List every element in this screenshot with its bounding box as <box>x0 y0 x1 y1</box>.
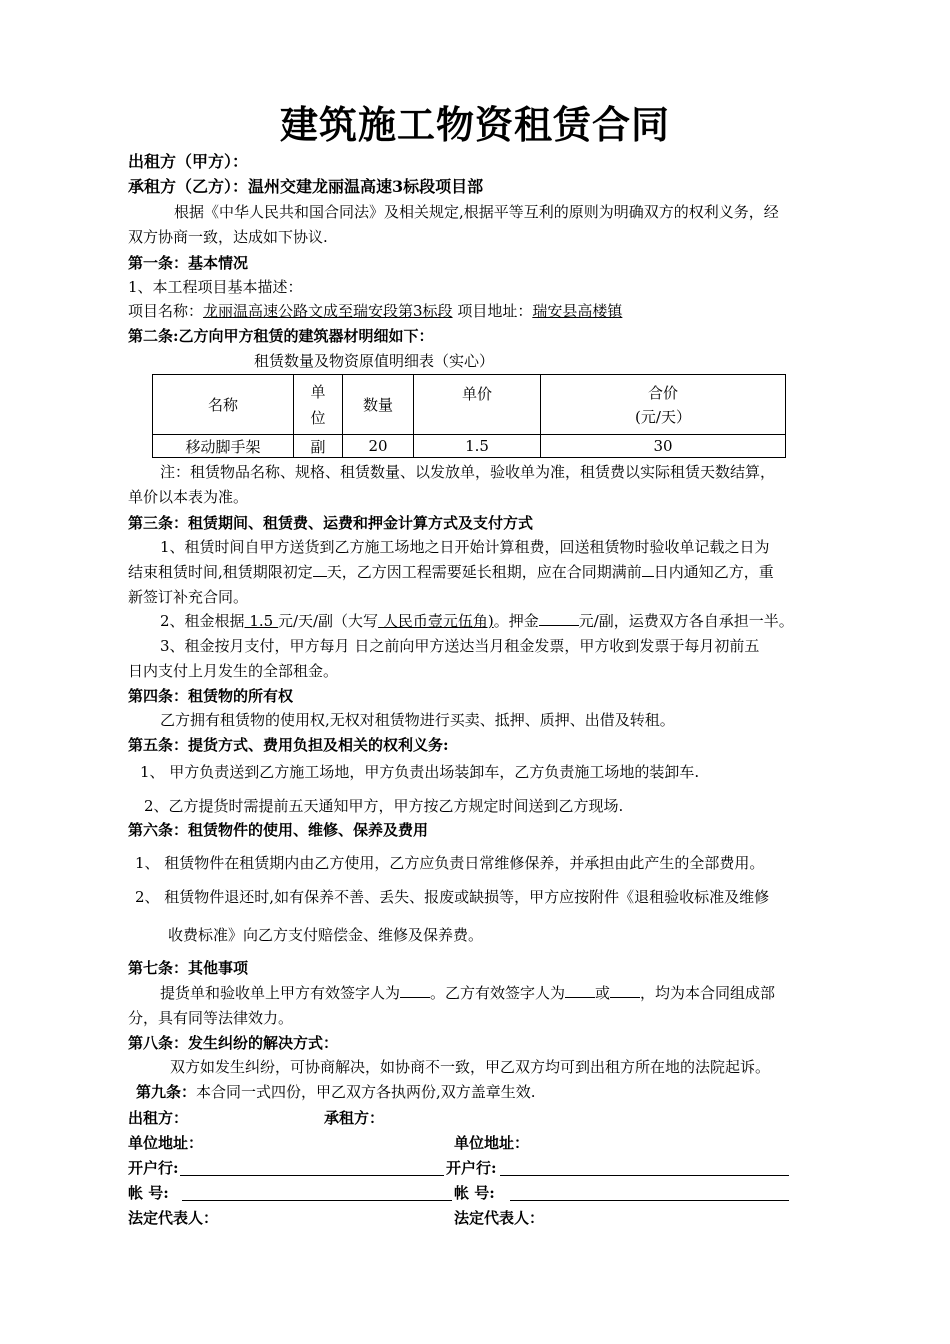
article-3-p1-line-2 <box>128 562 774 582</box>
article-7-line-1 <box>160 983 775 1003</box>
article-9-heading: 第九条： <box>136 1083 197 1101</box>
deposit-blank <box>539 611 579 626</box>
text-segment: 元/副，运费双方各自承担一半。 <box>578 612 794 630</box>
article-2-heading: 第二条:乙方向甲方租赁的建筑器材明细如下： <box>128 327 434 345</box>
article-7-line-2: 分，具有同等法律效力。 <box>128 1009 294 1027</box>
article-1-item-1: 1、本工程项目基本描述： <box>128 278 303 296</box>
text-segment: 日内通知乙方，重 <box>653 563 774 581</box>
project-name: 龙丽温高速公路文成至瑞安段第3标段 <box>203 302 453 320</box>
article-5-heading: 第五条：提货方式、费用负担及相关的权利义务: <box>128 736 449 754</box>
blank-field <box>610 983 640 998</box>
text-segment: 元/天/副（大写 <box>277 612 379 630</box>
sign-rep-left: 法定代表人： <box>128 1209 219 1227</box>
table-header-row <box>153 375 786 435</box>
rent-price: 1.5 <box>244 612 278 630</box>
sign-bank-left: 开户行: <box>128 1159 179 1177</box>
article-9 <box>136 1082 536 1102</box>
article-6-heading: 第六条：租赁物件的使用、维修、保养及费用 <box>128 821 429 839</box>
rental-table <box>152 374 786 458</box>
sign-address-right: 单位地址： <box>454 1134 530 1152</box>
header-price: 单价 <box>414 375 541 435</box>
text-segment: 提货单和验收单上甲方有效签字人为 <box>160 984 401 1002</box>
cell-unit: 副 <box>294 435 343 458</box>
article-6-p2-line-1: 2、 租赁物件退还时,如有保养不善、丢失、报废或缺损等，甲方应按附件《退租验收标准及维修 <box>135 888 770 906</box>
sign-rep-right: 法定代表人： <box>454 1209 545 1227</box>
article-3-p3-line-2: 日内支付上月发生的全部租金。 <box>128 662 339 680</box>
sign-account-left: 帐 号: <box>128 1184 169 1202</box>
sign-bank-right: 开户行: <box>446 1159 497 1177</box>
lessee-line <box>128 177 483 197</box>
blank-field <box>565 983 595 998</box>
blank-field <box>642 562 654 577</box>
bank-left-line <box>180 1175 444 1176</box>
contract-title: 建筑施工物资租赁合同 <box>279 102 670 147</box>
text-segment: ，均为本合同组成部 <box>640 984 776 1002</box>
lessee-value: 温州交建龙丽温高速3标段项目部 <box>248 177 484 196</box>
blank-field <box>400 983 430 998</box>
project-name-label: 项目名称： <box>128 302 204 320</box>
table-caption: 租赁数量及物资原值明细表（实心） <box>254 352 495 370</box>
blank-field <box>313 562 327 577</box>
project-address: 瑞安县高楼镇 <box>532 302 623 320</box>
text-segment: 。乙方有效签字人为 <box>430 984 566 1002</box>
article-1-heading: 第一条：基本情况 <box>128 254 249 272</box>
text-segment: 2、租金根据 <box>160 612 245 630</box>
header-qty: 数量 <box>343 375 414 435</box>
article-3-p2 <box>160 611 794 631</box>
header-name: 名称 <box>153 375 294 435</box>
article-3-heading: 第三条：租赁期间、租赁费、运费和押金计算方式及支付方式 <box>128 514 534 532</box>
sign-address-left: 单位地址： <box>128 1134 204 1152</box>
article-8-p1: 双方如发生纠纷，可协商解决，如协商不一致，甲乙双方均可到出租方所在地的法院起诉。 <box>170 1058 771 1076</box>
article-4-heading: 第四条：租赁物的所有权 <box>128 687 294 705</box>
header-unit-line-1: 单 <box>310 382 326 401</box>
cell-price: 1.5 <box>414 435 541 458</box>
text-segment: 天，乙方因工程需要延长租期，应在合同期满前 <box>326 563 642 581</box>
sign-lessee-label: 承租方： <box>324 1109 385 1127</box>
article-7-heading: 第七条：其他事项 <box>128 959 249 977</box>
article-5-p2: 2、乙方提货时需提前五天通知甲方，甲方按乙方规定时间送到乙方现场. <box>144 797 624 815</box>
article-3-p3-line-1: 3、租金按月支付，甲方每月 日之前向甲方送达当月租金发票，甲方收到发票于每月初前五 <box>160 637 760 655</box>
table-note-line-1: 注：租赁物品名称、规格、租赁数量、以发放单，验收单为准，租赁费以实际租赁天数结算， <box>160 463 776 481</box>
article-6-p1: 1、 租赁物件在租赁期内由乙方使用，乙方应负责日常维修保养，并承担由此产生的全部费用。 <box>135 854 765 872</box>
intro-line-1: 根据《中华人民共和国合同法》及相关规定,根据平等互利的原则为明确双方的权利义务，经 <box>174 203 779 221</box>
text-segment: 结束租赁时间,租赁期限初定 <box>128 563 313 581</box>
rent-price-upper: 人民币壹元伍角) <box>378 612 494 630</box>
cell-name: 移动脚手架 <box>153 435 294 458</box>
lessee-label: 承租方（乙方）： <box>128 177 249 196</box>
account-left-line <box>182 1200 452 1201</box>
article-6-p2-line-2: 收费标准》向乙方支付赔偿金、维修及保养费。 <box>168 926 484 944</box>
table-row <box>153 435 786 458</box>
article-4-p1: 乙方拥有租赁物的使用权,无权对租赁物进行买卖、抵押、质押、出借及转租。 <box>160 711 675 729</box>
account-right-line <box>510 1200 789 1201</box>
sign-account-right: 帐 号: <box>454 1184 495 1202</box>
intro-line-2: 双方协商一致，达成如下协议. <box>128 228 328 246</box>
header-total-line-1: 合价 <box>647 383 678 402</box>
article-3-p1-line-1: 1、租赁时间自甲方送货到乙方施工场地之日开始计算租费，回送租赁物时验收单记载之日为 <box>160 538 770 556</box>
project-info-line <box>128 301 622 321</box>
header-total <box>541 375 786 435</box>
article-3-p1-line-3: 新签订补充合同。 <box>128 588 249 606</box>
lessor-label: 出租方（甲方）： <box>128 152 249 171</box>
cell-total: 30 <box>541 435 786 458</box>
project-addr-label: 项目地址： <box>452 302 533 320</box>
text-segment: 。押金 <box>493 612 539 630</box>
header-unit <box>294 375 343 435</box>
article-8-heading: 第八条：发生纠纷的解决方式： <box>128 1034 339 1052</box>
sign-lessor-label: 出租方： <box>128 1109 189 1127</box>
bank-right-line <box>500 1175 789 1176</box>
header-total-line-2: (元/天） <box>635 407 691 426</box>
header-unit-line-2: 位 <box>310 408 326 427</box>
article-5-p1: 1、 甲方负责送到乙方施工场地，甲方负责出场装卸车，乙方负责施工场地的装卸车. <box>140 763 700 781</box>
article-9-text: 本合同一式四份，甲乙双方各执两份,双方盖章生效. <box>196 1083 536 1101</box>
text-segment: 或 <box>595 984 611 1002</box>
table-note-line-2: 单价以本表为准。 <box>128 488 249 506</box>
cell-qty: 20 <box>343 435 414 458</box>
